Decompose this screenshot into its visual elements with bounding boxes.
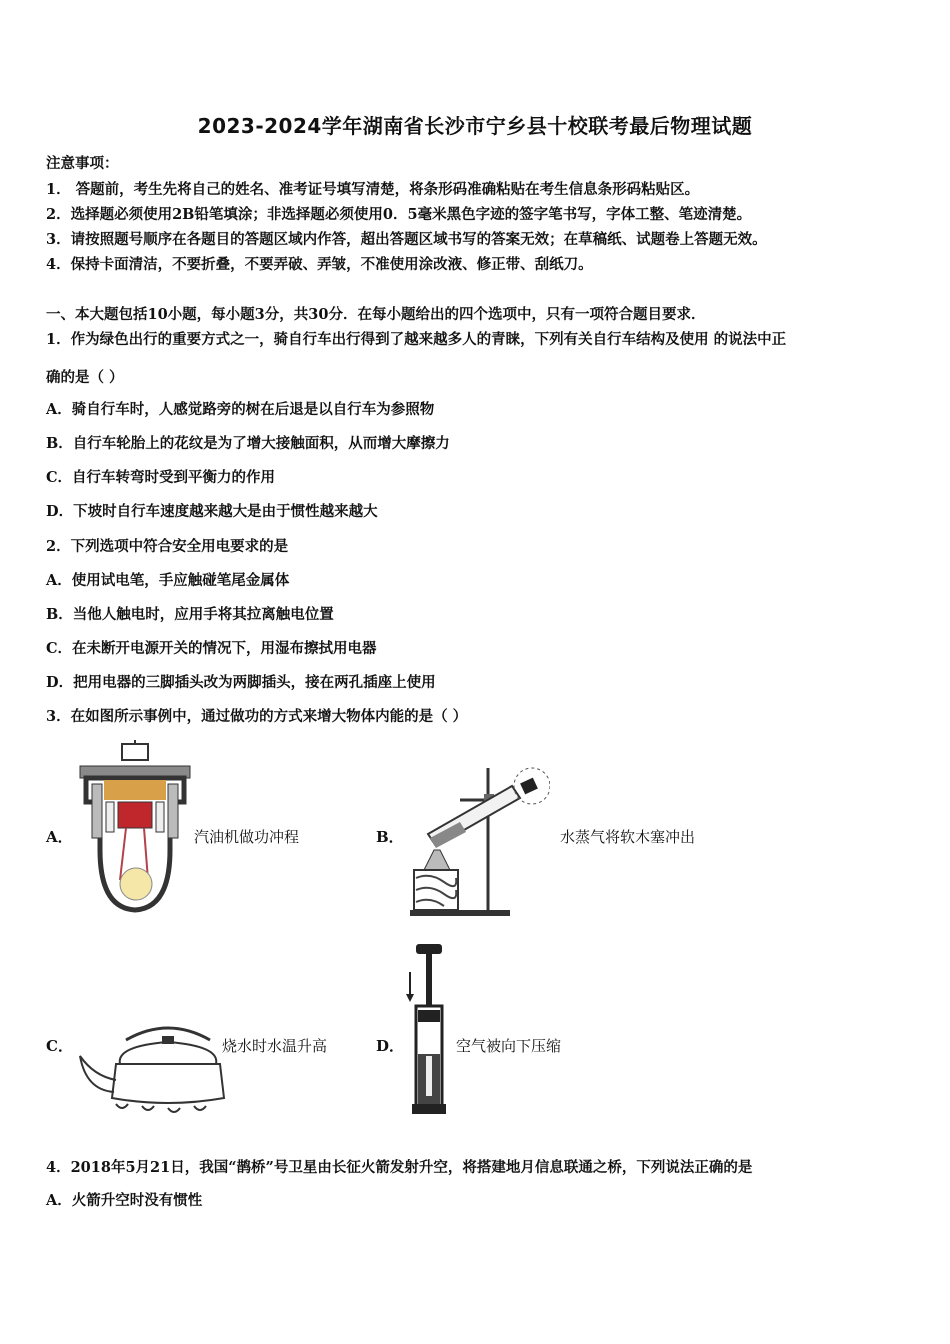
kettle-figure (76, 1020, 226, 1116)
notice-item: 2．选择题必须使用2B铅笔填涂；非选择题必须使用0．5毫米黑色字迹的签字笔书写，字体工整、笔迹清楚。 (46, 206, 752, 223)
figure-c-caption: 烧水时水温升高 (222, 1037, 328, 1055)
notice-heading: 注意事项： (46, 155, 119, 172)
question-2-option-c: C．在未断开电源开关的情况下，用湿布擦拭用电器 (46, 640, 377, 657)
figure-b-caption: 水蒸气将软木塞冲出 (560, 828, 696, 846)
compression-cylinder-figure (404, 944, 454, 1116)
question-2-option-b: B．当他人触电时，应用手将其拉离触电位置 (46, 606, 334, 623)
section-header: 一、本大题包括10小题，每小题3分，共30分．在每小题给出的四个选项中，只有一项符合题目要求． (46, 306, 706, 323)
figure-d-caption: 空气被向下压缩 (456, 1037, 562, 1055)
question-2-stem: 2．下列选项中符合安全用电要求的是 (46, 538, 289, 555)
question-1-option-c: C．自行车转弯时受到平衡力的作用 (46, 469, 276, 486)
question-2-option-d: D．把用电器的三脚插头改为两脚插头，接在两孔插座上使用 (46, 674, 436, 691)
engine-figure (76, 740, 194, 918)
figure-d-letter: D． (376, 1037, 405, 1055)
question-2-option-a: A．使用试电笔，手应触碰笔尾金属体 (46, 572, 290, 589)
notice-item: 4．保持卡面清洁，不要折叠，不要弄破、弄皱，不准使用涂改液、修正带、刮纸刀。 (46, 256, 593, 273)
steam-apparatus-figure (400, 760, 550, 918)
question-3-stem: 3．在如图所示事例中，通过做功的方式来增大物体内能的是（ ） (46, 708, 468, 725)
question-1-stem-cont: 确的是（ ） (46, 369, 124, 386)
figure-b-letter: B． (376, 828, 404, 846)
figure-c-letter: C． (46, 1037, 73, 1055)
notice-item: 3．请按照题号顺序在各题目的答题区域内作答，超出答题区域书写的答案无效；在草稿纸、试题卷上答题无效。 (46, 231, 767, 248)
question-1-option-a: A．骑自行车时，人感觉路旁的树在后退是以自行车为参照物 (46, 401, 435, 418)
notice-item: 1． 答题前，考生先将自己的姓名、准考证号填写清楚，将条形码准确粘贴在考生信息条形码粘贴区。 (46, 181, 700, 198)
question-4-stem: 4．2018年5月21日，我国“鹊桥”号卫星由长征火箭发射升空，将搭建地月信息联通之桥，下列说法正确的是 (46, 1159, 753, 1176)
figure-a-letter: A． (46, 828, 73, 846)
question-1-stem: 1．作为绿色出行的重要方式之一，骑自行车出行得到了越来越多人的青睐，下列有关自行车结构及使用 的说法中正 (46, 331, 787, 348)
question-1-option-d: D．下坡时自行车速度越来越大是由于惯性越来越大 (46, 503, 378, 520)
question-4-option-a: A．火箭升空时没有惯性 (46, 1192, 203, 1209)
page-title: 2023-2024学年湖南省长沙市宁乡县十校联考最后物理试题 (197, 114, 753, 138)
question-1-option-b: B．自行车轮胎上的花纹是为了增大接触面积，从而增大摩擦力 (46, 435, 450, 452)
figure-a-caption: 汽油机做功冲程 (194, 828, 300, 846)
